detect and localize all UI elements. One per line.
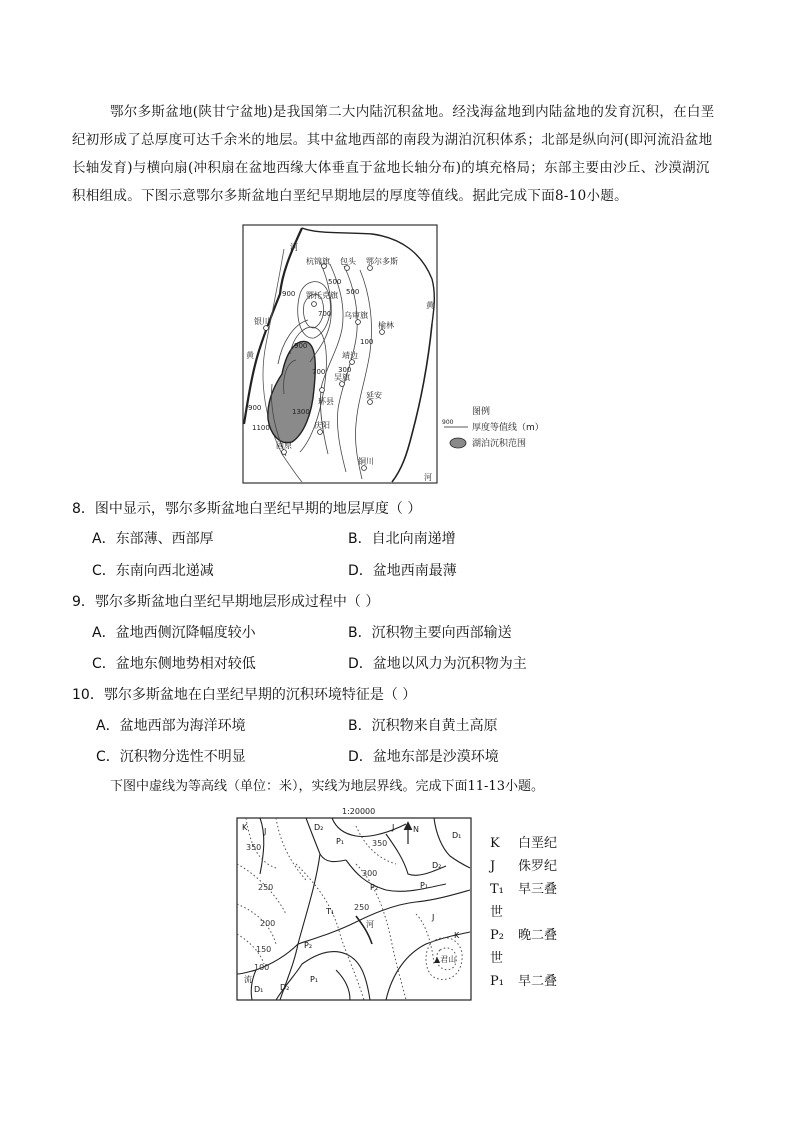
contour-label: 900 [294, 342, 308, 350]
city-label: 鄂托克旗 [306, 291, 338, 300]
legend-row [490, 878, 557, 901]
legend-name: 早三叠 [518, 882, 558, 897]
strata-label: D₂ [432, 861, 442, 870]
q8-option-b[interactable]: B．自北向南递增 [348, 531, 456, 547]
legend-name: 白垩纪 [518, 836, 558, 851]
q9-option-c[interactable]: C．盆地东侧地势相对较低 [92, 656, 256, 672]
contour-label: 700 [312, 368, 326, 376]
legend-row [490, 855, 557, 878]
contour-value: 250 [258, 883, 274, 892]
legend-code: P₂ [490, 928, 504, 943]
city-label: 固原 [276, 441, 292, 450]
contour-label: 1100 [252, 424, 270, 432]
q10-option-c[interactable]: C．沉积物分选性不明显 [96, 749, 246, 765]
strata-label: D₂ [280, 983, 290, 992]
contour-label: 100 [360, 338, 374, 346]
contour-value: 350 [372, 839, 388, 848]
geologic-map [236, 804, 474, 1002]
question-8: 8．图中显示，鄂尔多斯盆地白垩纪早期的地层厚度（ ） [72, 501, 422, 517]
map-scale: 1:20000 [342, 807, 376, 816]
legend-code: P₁ [490, 974, 504, 989]
contour-value: 100 [254, 963, 270, 972]
north-label: N [413, 825, 419, 834]
geologic-legend [490, 832, 557, 993]
city-label: 吴旗 [334, 373, 350, 382]
river-label: 河 [290, 243, 298, 252]
legend-name: 侏罗纪 [518, 859, 558, 874]
city-label: 杭锦旗 [306, 257, 330, 266]
contour-label: 1300 [292, 408, 310, 416]
legend-name: 世 [490, 951, 504, 966]
city-label: 榆林 [378, 321, 394, 330]
strata-label: K [454, 931, 460, 940]
city-label: 庆阳 [314, 421, 330, 430]
contour-label: 500 [328, 278, 342, 286]
question-10: 10．鄂尔多斯盆地在白垩纪早期的沉积环境特征是（ ） [72, 687, 417, 703]
q9-option-d[interactable]: D．盆地以风力为沉积物为主 [348, 656, 527, 672]
legend-contour-text: 厚度等值线（m） [472, 423, 544, 433]
strata-label: P₁ [310, 975, 319, 984]
intro-11-13: 下图中虚线为等高线（单位：米），实线为地层界线。完成下面11-13小题。 [110, 779, 544, 794]
q10-option-a[interactable]: A．盆地西部为海洋环境 [96, 718, 246, 734]
contour-value: 300 [362, 869, 378, 878]
q8-option-d[interactable]: D．盆地西南最薄 [348, 563, 457, 579]
city-label: 铜川 [358, 457, 374, 466]
intro-paragraph [72, 98, 732, 210]
contour-value: 250 [354, 903, 370, 912]
city-label: 环县 [318, 397, 334, 406]
river-label: 河 [424, 473, 432, 482]
legend-name: 晚二叠 [518, 928, 558, 943]
city-label: 靖边 [342, 351, 358, 360]
legend-code: J [490, 859, 496, 874]
intro-line: 鄂尔多斯盆地(陕甘宁盆地)是我国第二大内陆沉积盆地。经浅海盆地到内陆盆地的发育沉积，在白垩 [110, 104, 715, 120]
q8-option-a[interactable]: A．东部薄、西部厚 [92, 531, 214, 547]
map-legend [442, 405, 544, 449]
strata-label: D₂ [314, 823, 324, 832]
contour-label: 300 [338, 366, 352, 374]
city-label: 银川 [254, 317, 270, 326]
contour-label: 900 [248, 404, 262, 412]
question-9: 9．鄂尔多斯盆地白垩纪早期地层形成过程中（ ） [72, 594, 380, 610]
legend-code: T₁ [490, 882, 504, 897]
river-label: 黄 [426, 301, 434, 310]
legend-row [490, 970, 557, 993]
peak-label: ▲君山 [434, 955, 457, 964]
intro-line: 积相组成。下图示意鄂尔多斯盆地白垩纪早期地层的厚度等值线。据此完成下面8-10小题。 [72, 188, 628, 204]
ordos-basin-map [242, 224, 554, 486]
q10-option-d[interactable]: D．盆地东部是沙漠环境 [348, 749, 499, 765]
strata-label: P₂ [304, 941, 313, 950]
strata-label: P₂ [370, 883, 379, 892]
q9-option-a[interactable]: A．盆地西侧沉降幅度较小 [92, 625, 256, 641]
strata-label: D₁ [452, 831, 462, 840]
contour-value: 150 [256, 945, 272, 954]
river-label: 黄 [246, 351, 254, 360]
city-label: 包头 [340, 257, 356, 266]
stream-label: 河 [366, 920, 374, 929]
contour-value: 200 [260, 919, 276, 928]
legend-row [490, 924, 557, 947]
legend-code: K [490, 836, 500, 851]
q10-option-b[interactable]: B．沉积物来自黄土高原 [348, 718, 498, 734]
legend-title: 图例 [472, 407, 491, 417]
contour-label: 700 [318, 310, 332, 318]
strata-label: J [432, 913, 435, 922]
legend-row [490, 901, 557, 924]
strata-label: J [264, 827, 267, 836]
legend-name: 世 [490, 905, 504, 920]
strata-label: P₁ [420, 881, 429, 890]
legend-lake-swatch [450, 438, 466, 448]
legend-lake-text: 湖泊沉积范围 [472, 439, 527, 449]
contour-label: 500 [346, 288, 360, 296]
contour-value: 350 [246, 843, 262, 852]
legend-name: 早二叠 [518, 974, 558, 989]
strata-label: J [392, 823, 395, 832]
stream-label: 流 [244, 975, 252, 984]
q9-option-b[interactable]: B．沉积物主要向西部输送 [348, 625, 512, 641]
strata-label: D₁ [254, 985, 264, 994]
strata-label: P₁ [336, 837, 345, 846]
legend-row [490, 832, 557, 855]
q8-option-c[interactable]: C．东南向西北递减 [92, 563, 214, 579]
intro-line: 纪初形成了总厚度可达千余米的地层。其中盆地西部的南段为湖泊沉积体系；北部是纵向河(即河流沿盆地 [72, 132, 713, 148]
strata-label: T₁ [326, 907, 335, 916]
intro-line: 长轴发育)与横向扇(冲积扇在盆地西缘大体垂直于盆地长轴分布)的填充格局；东部主要由沙丘、沙漠湖沉 [72, 160, 710, 176]
legend-row [490, 947, 557, 970]
city-label: 鄂尔多斯 [366, 257, 398, 266]
strata-label: K [242, 823, 248, 832]
legend-contour-sample: 900 [442, 419, 454, 426]
city-label: 延安 [366, 391, 382, 400]
contour-label: 900 [282, 290, 296, 298]
city-label: 乌审旗 [344, 311, 368, 320]
